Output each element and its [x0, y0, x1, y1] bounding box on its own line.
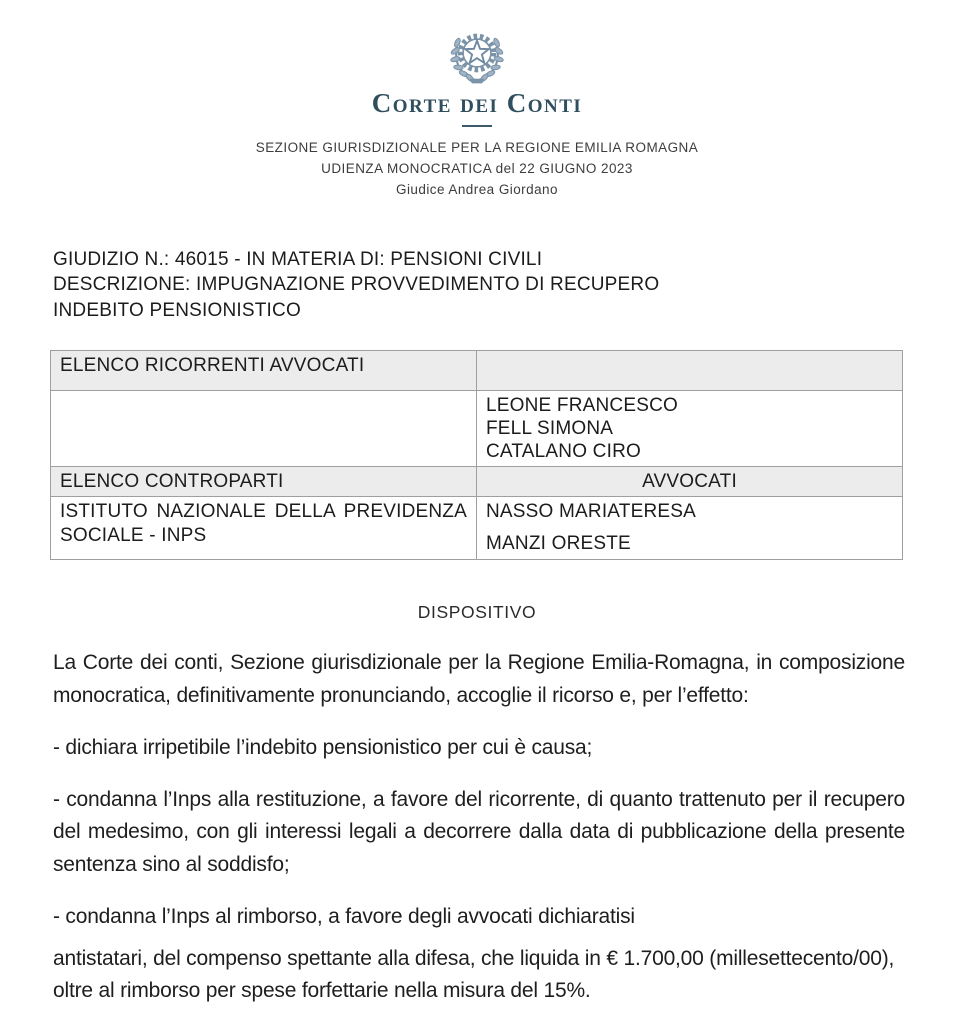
avvocato-name: LEONE FRANCESCO	[486, 394, 678, 416]
corte-dei-conti-emblem-icon	[446, 22, 508, 86]
case-info-block	[53, 247, 753, 324]
title-divider	[462, 125, 492, 127]
dispositivo-heading: DISPOSITIVO	[417, 602, 537, 623]
dispositivo-paragraph: - condanna l’Inps alla restituzione, a favore del ricorrente, di quanto trattenuto per il recupero del medesimo, con gli interessi legali a decorrere dalla data di pubblicazione della presente sentenza sino al soddisfo;	[53, 787, 905, 877]
dispositivo-paragraph: - condanna l’Inps al rimborso, a favore degli avvocati dichiaratisi	[53, 904, 635, 928]
header-avvocati-cell: AVVOCATI	[477, 467, 903, 497]
parties-table	[50, 350, 903, 561]
dispositivo-paragraph: antistatari, del compenso spettante alla difesa, che liquida in € 1.700,00 (millesettecento/00), oltre al rimborso per spese forfettarie nella misura del 15%.	[53, 946, 895, 1003]
avvocato-name: MANZI ORESTE	[486, 532, 631, 554]
header-subtitle-block	[0, 138, 954, 201]
header-ricorrenti-avvocati-cell: ELENCO RICORRENTI AVVOCATI	[51, 350, 477, 390]
case-number-line: GIUDIZIO N.: 46015 - IN MATERIA DI: PENSIONI CIVILI	[53, 248, 543, 270]
document-header	[0, 0, 954, 201]
table-row-ricorrenti	[51, 390, 903, 467]
table-header-ricorrenti	[51, 350, 903, 390]
dispositivo-paragraph: - dichiara irripetibile l’indebito pensionistico per cui è causa;	[53, 735, 593, 759]
case-description-line: DESCRIZIONE: IMPUGNAZIONE PROVVEDIMENTO DI RECUPERO INDEBITO PENSIONISTICO	[53, 274, 660, 322]
subtitle-hearing-line: UDIENZA MONOCRATICA del 22 GIUGNO 2023	[321, 160, 633, 176]
controparti-avvocati-cell	[477, 497, 903, 560]
header-controparti-cell: ELENCO CONTROPARTI	[51, 467, 477, 497]
ricorrenti-cell	[51, 390, 477, 467]
ricorrenti-avvocati-cell	[477, 390, 903, 467]
header-ricorrenti-empty-cell	[477, 350, 903, 390]
avvocato-name: NASSO MARIATERESA	[486, 501, 696, 523]
table-row-controparti	[51, 497, 903, 560]
subtitle-section-line: SEZIONE GIURISDIZIONALE PER LA REGIONE EMILIA ROMAGNA	[255, 140, 699, 155]
subtitle-judge-line: Giudice Andrea Giordano	[396, 181, 558, 197]
controparte-cell: ISTITUTO NAZIONALE DELLA PREVIDENZA SOCIALE - INPS	[51, 497, 477, 560]
court-title: Corte dei Conti	[371, 88, 583, 118]
avvocato-name: CATALANO CIRO	[486, 441, 641, 463]
avvocato-name: FELL SIMONA	[486, 417, 614, 439]
table-header-controparti	[51, 467, 903, 497]
dispositivo-paragraph: La Corte dei conti, Sezione giurisdizionale per la Regione Emilia-Romagna, in composizione monocratica, definitivamente pronunciando, accoglie il ricorso e, per l’effetto:	[53, 651, 905, 708]
